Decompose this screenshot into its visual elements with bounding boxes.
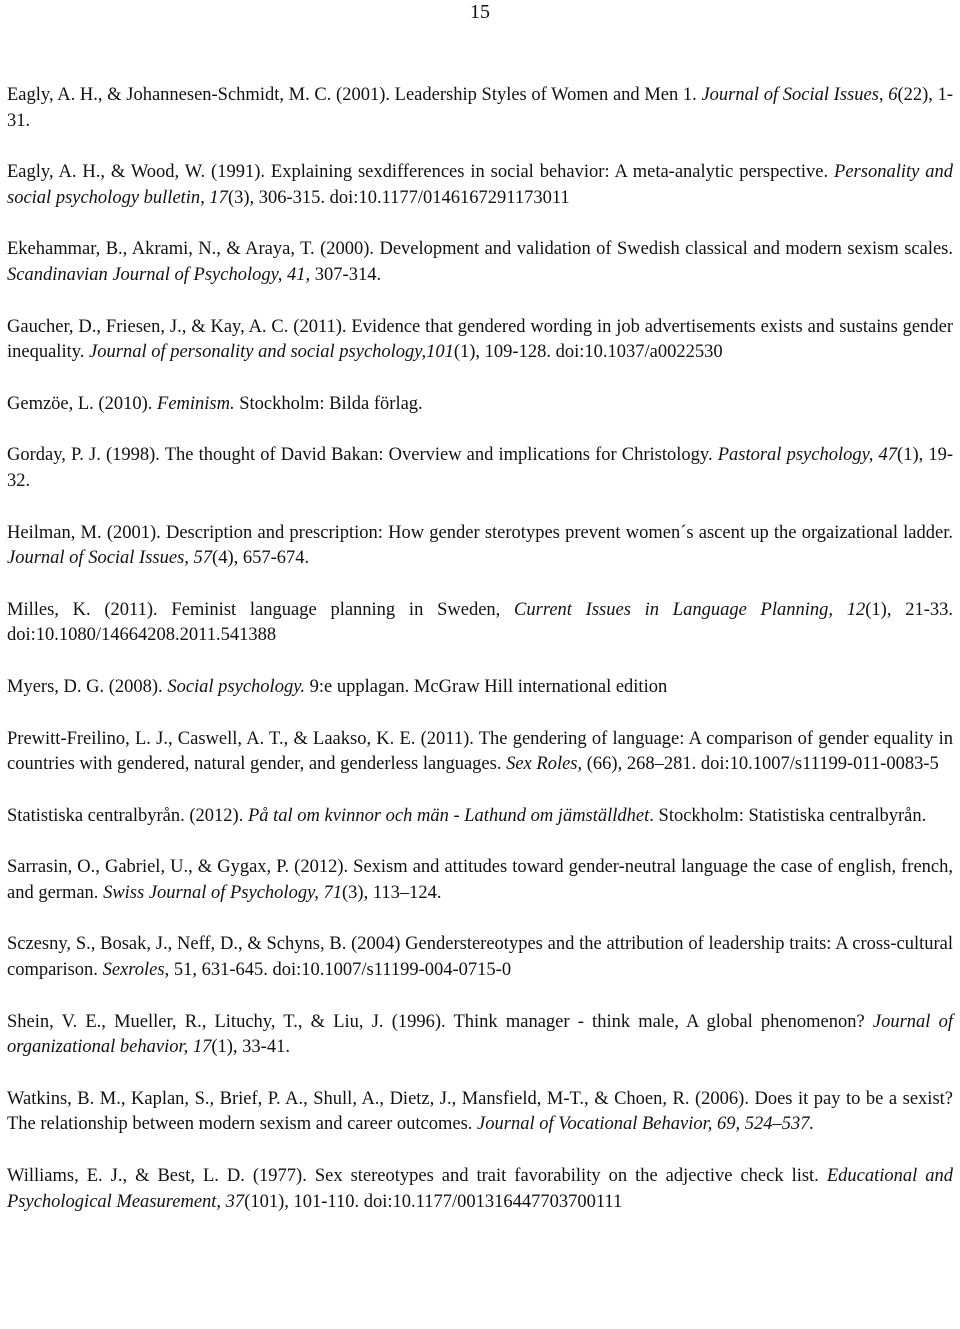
reference-authors-title: Williams, E. J., & Best, L. D. (1977). Sex stereotypes and trait favorability on the adjective check list. [7, 1166, 827, 1187]
reference-details: Stockholm: Bilda förlag. [234, 393, 423, 414]
reference-entry [7, 160, 953, 211]
reference-source: Pastoral psychology, 47 [717, 445, 898, 466]
reference-list [7, 83, 953, 1215]
reference-details: (22), 1-31. [7, 85, 953, 131]
reference-source: Journal of Social Issues, 57 [7, 548, 213, 569]
reference-details: (4), 657-674. [212, 548, 310, 569]
reference-source: Journal of personality and social psychology,101 [89, 342, 454, 363]
reference-authors-title: Watkins, B. M., Kaplan, S., Brief, P. A., Shull, A., Dietz, J., Mansfield, M-T., & Choen, R. (2006). Does it pay to be a sexist? The relationship between modern sexism and career outcomes. [7, 1088, 953, 1135]
reference-source: Journal of organizational behavior, 17 [7, 1011, 953, 1058]
reference-details: , 51, 631-645. doi:10.1007/s11199-004-0715-0 [164, 960, 512, 981]
reference-authors-title: Eagly, A. H., & Johannesen-Schmidt, M. C. (2001). Leadership Styles of Women and Men 1. [7, 85, 702, 105]
reference-entry [7, 727, 953, 778]
reference-entry [7, 1010, 953, 1061]
reference-authors-title: Milles, K. (2011). Feminist language planning in Sweden, [7, 599, 515, 620]
reference-authors-title: Myers, D. G. (2008). [7, 676, 168, 697]
reference-authors-title: Sarrasin, O., Gabriel, U., & Gygax, P. (2012). Sexism and attitudes toward gender-neutral language the case of english, french, and german. [7, 857, 953, 903]
reference-source: Scandinavian Journal of Psychology, 41, [7, 264, 311, 285]
reference-entry [7, 598, 953, 649]
reference-authors-title: Statistiska centralbyrån. (2012). [7, 805, 248, 826]
reference-entry [7, 932, 953, 983]
reference-details: (1), 21-33. doi:10.1080/14664208.2011.541388 [7, 599, 953, 646]
reference-entry [7, 804, 953, 830]
reference-authors-title: Gaucher, D., Friesen, J., & Kay, A. C. (2011). Evidence that gendered wording in job advertisements exists and sustains gender inequality. [7, 316, 953, 363]
reference-details: (1), 109-128. doi:10.1037/a0022530 [453, 342, 723, 363]
reference-entry [7, 675, 953, 701]
reference-details: 9:e upplagan. McGraw Hill international edition [305, 676, 668, 697]
reference-authors-title: Prewitt-Freilino, L. J., Caswell, A. T., & Laakso, K. E. (2011). The gendering of language: A comparison of gender equality in countries with gendered, natural gender, and genderless languages. [7, 728, 953, 775]
reference-entry [7, 237, 953, 288]
reference-source: Sexroles [102, 960, 165, 981]
reference-authors-title: Shein, V. E., Mueller, R., Lituchy, T., & Liu, J. (1996). Think manager - think male, A global phenomenon? [7, 1011, 873, 1032]
reference-entry [7, 521, 953, 572]
page-number: 15 [470, 1, 490, 23]
reference-details: (1), 19-32. [7, 445, 954, 491]
reference-entry [7, 83, 953, 134]
reference-authors-title: Ekehammar, B., Akrami, N., & Araya, T. (2000). Development and validation of Swedish classical and modern sexism scales. [7, 239, 953, 260]
reference-details: (3), 306-315. doi:10.1177/0146167291173011 [227, 187, 570, 208]
reference-authors-title: Sczesny, S., Bosak, J., Neff, D., & Schyns, B. (2004) Genderstereotypes and the attribution of leadership traits: A cross-cultural comparison. [7, 934, 953, 981]
reference-entry [7, 855, 953, 906]
reference-authors-title: Gorday, P. J. (1998). The thought of David Bakan: Overview and implications for Christology. [7, 445, 718, 466]
reference-source: Personality and social psychology bulletin, 17 [7, 162, 953, 208]
reference-details: (3), 113–124. [342, 882, 442, 903]
reference-source: Journal of Social Issues, 6 [701, 85, 898, 105]
reference-authors-title: Heilman, M. (2001). Description and prescription: How gender sterotypes prevent women´s ascent up the orgaizational ladder. [7, 522, 953, 543]
reference-source: Current Issues in Language Planning, 12 [514, 599, 866, 620]
reference-source: Swiss Journal of Psychology, 71 [103, 882, 343, 903]
reference-details: (66), 268–281. doi:10.1007/s11199-011-0083-5 [582, 754, 939, 775]
reference-details: 307-314. [310, 264, 382, 285]
reference-source: På tal om kvinnor och män - Lathund om jämställdhet [247, 805, 650, 826]
reference-source: Journal of Vocational Behavior, 69, 524–537. [477, 1114, 815, 1135]
reference-entry [7, 392, 953, 418]
reference-source: Feminism. [157, 393, 235, 414]
reference-authors-title: Gemzöe, L. (2010). [7, 393, 158, 414]
reference-details: (101), 101-110. doi:10.1177/001316447703700111 [244, 1191, 623, 1212]
reference-authors-title: Eagly, A. H., & Wood, W. (1991). Explaining sexdifferences in social behavior: A meta-analytic perspective. [7, 162, 835, 183]
reference-entry [7, 1087, 953, 1138]
reference-entry [7, 315, 953, 366]
reference-source: Social psychology. [167, 676, 306, 697]
reference-source: Educational and Psychological Measurement, 37 [7, 1166, 953, 1212]
reference-details: . Stockholm: Statistiska centralbyrån. [649, 805, 927, 826]
reference-entry [7, 1164, 953, 1215]
reference-details: (1), 33-41. [211, 1037, 290, 1058]
reference-source: Sex Roles, [506, 754, 583, 775]
reference-entry [7, 443, 953, 494]
